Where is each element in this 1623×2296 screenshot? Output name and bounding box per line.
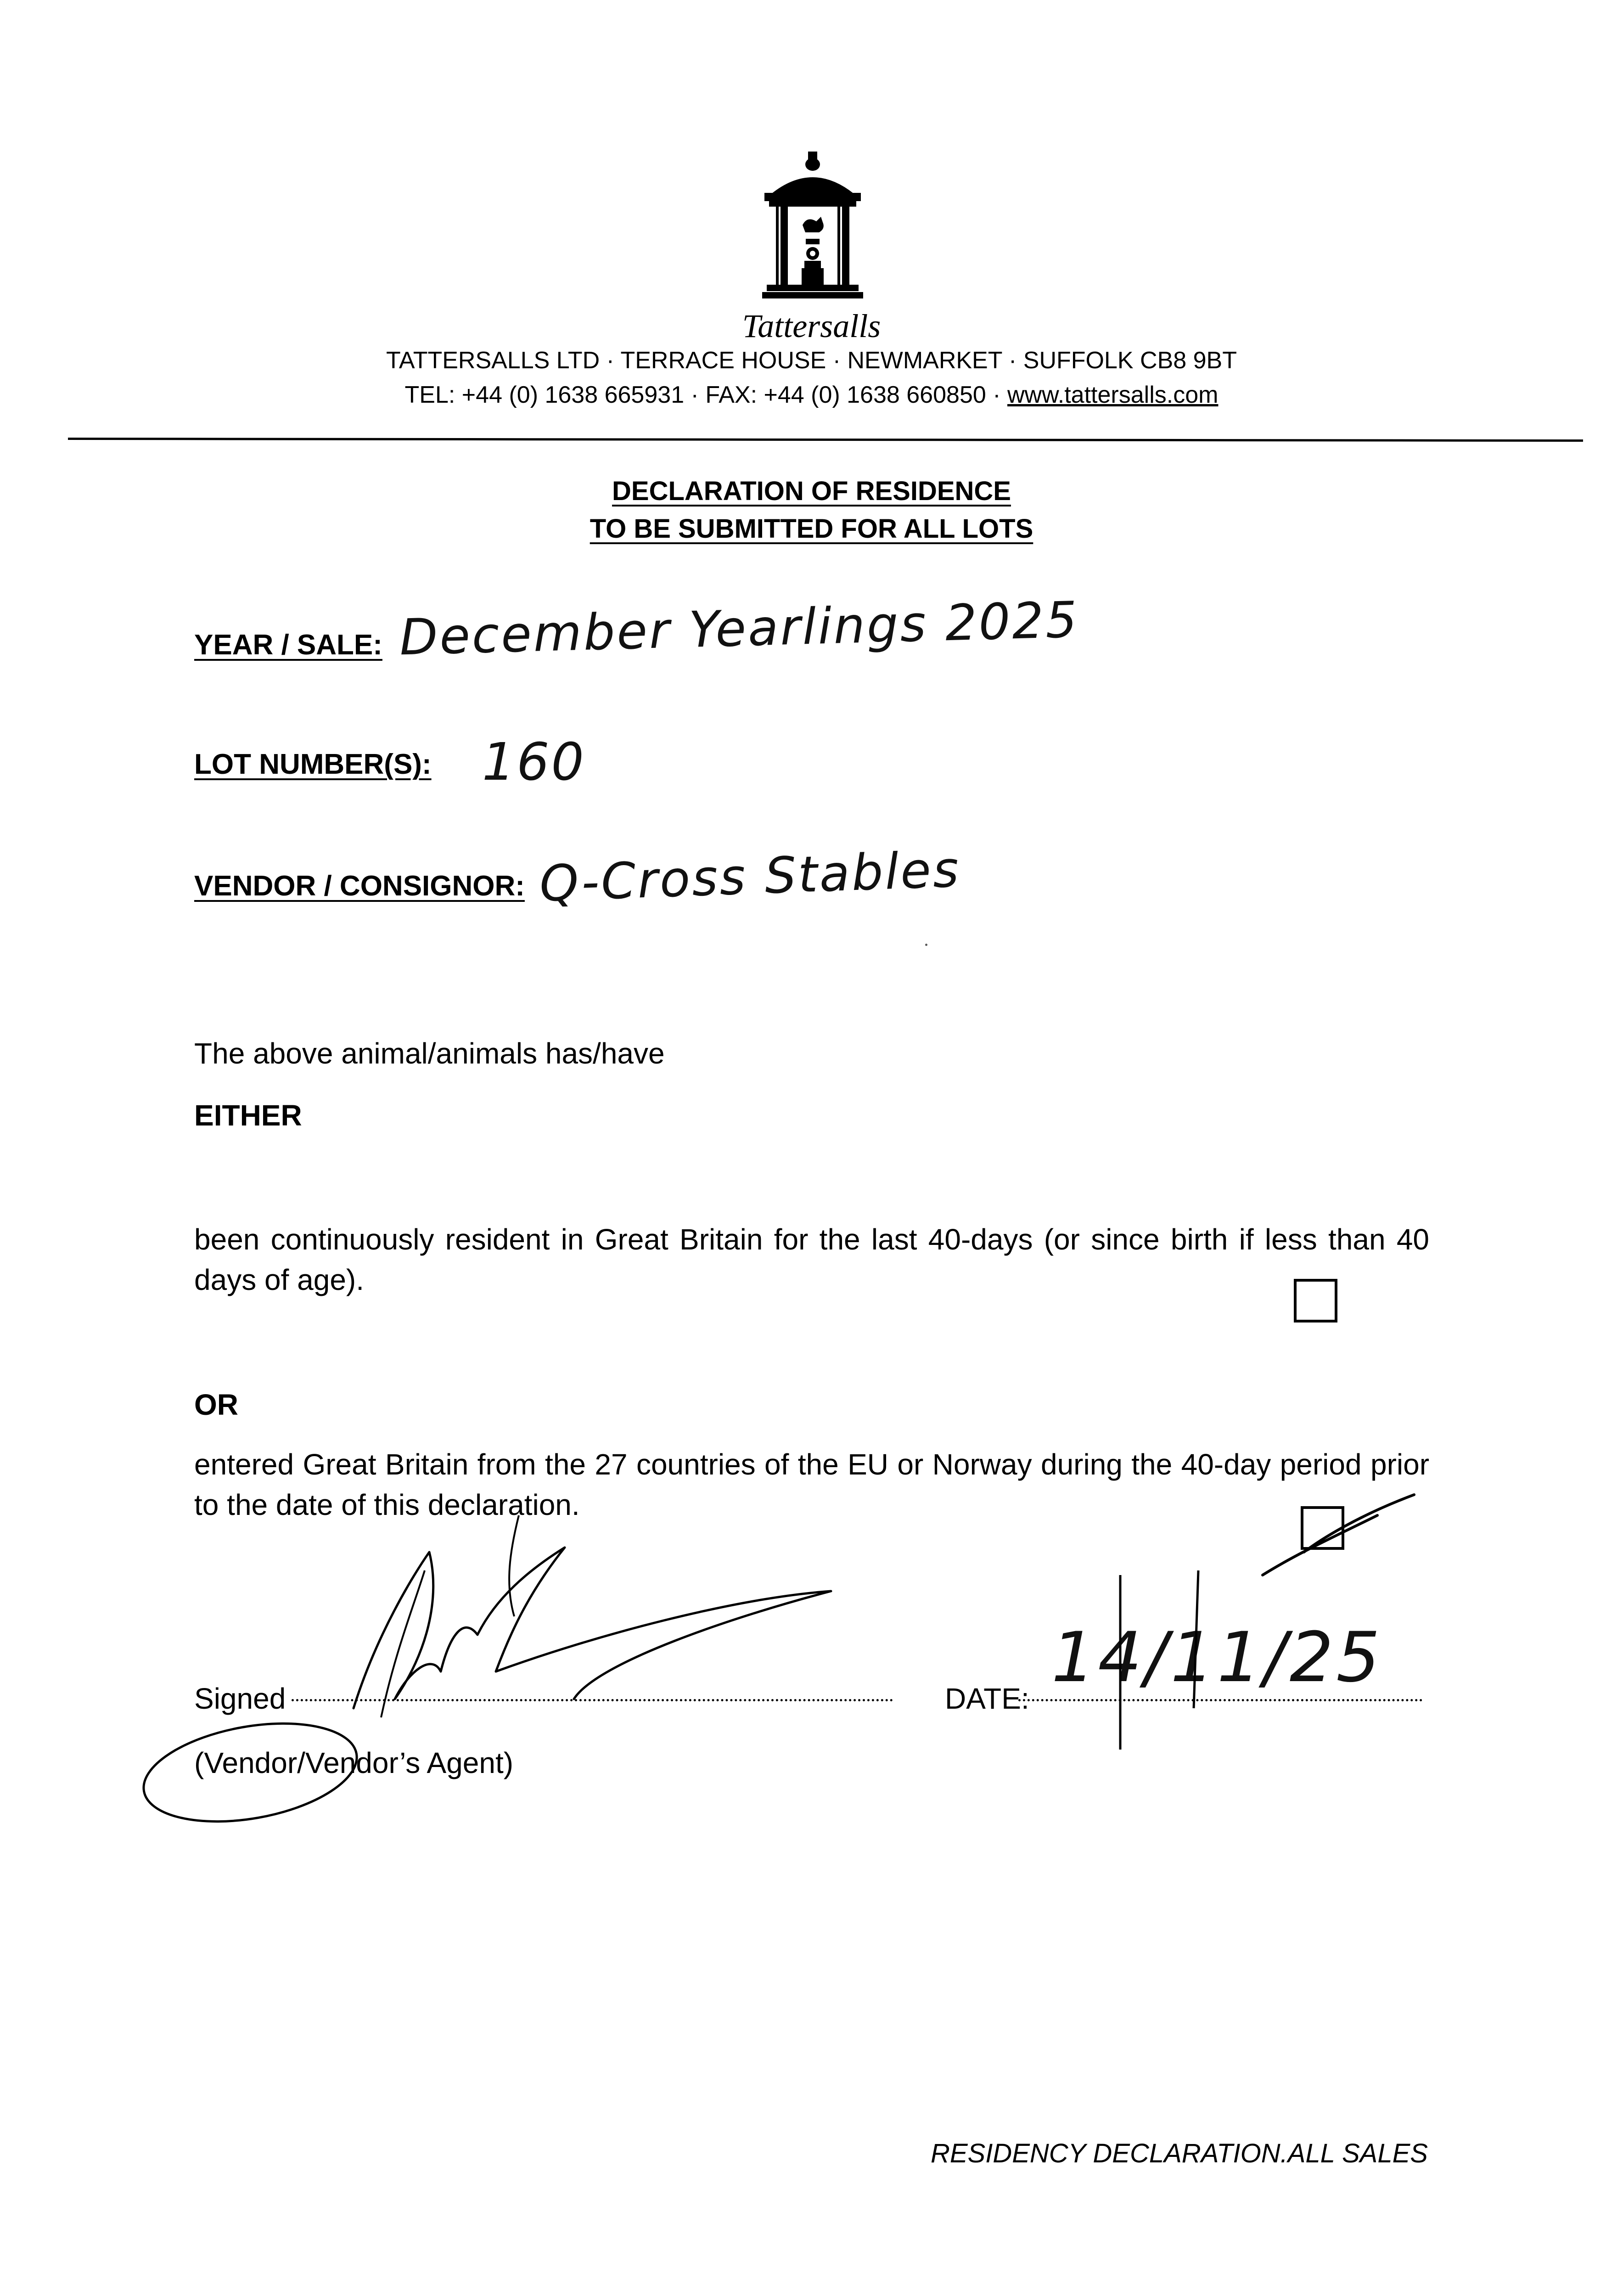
year-sale-value[interactable]: December Yearlings 2025 <box>399 591 1080 667</box>
date-value[interactable]: 14/11/25 <box>1051 1618 1383 1698</box>
website-link[interactable]: www.tattersalls.com <box>1007 382 1219 408</box>
signature-line[interactable] <box>292 1699 893 1701</box>
contact-numbers: TEL: +44 (0) 1638 665931 · FAX: +44 (0) 1638 660850 · <box>404 382 1007 408</box>
option-entered-text: entered Great Britain from the 27 countries of the EU or Norway during the 40-day period prior to the date of this declaration. <box>194 1448 1429 1521</box>
option-resident-text: been continuously resident in Great Britain for the last 40-days (or since birth if less than 40 days of age). <box>194 1223 1429 1296</box>
year-sale-label: YEAR / SALE: <box>194 629 382 661</box>
signed-label: Signed <box>194 1682 286 1715</box>
option-entered-checkbox[interactable] <box>1301 1506 1344 1550</box>
or-heading: OR <box>194 1388 238 1421</box>
signer-role-label: (Vendor/Vendor’s Agent) <box>194 1746 514 1779</box>
brand-name: Tattersalls <box>742 308 881 344</box>
company-contact <box>0 379 1623 411</box>
stray-mark <box>925 944 927 946</box>
form-footer-name: RESIDENCY DECLARATION.ALL SALES <box>930 2138 1428 2168</box>
vendor-consignor-label: VENDOR / CONSIGNOR: <box>194 870 525 902</box>
date-label: DATE: <box>945 1682 1029 1715</box>
tattersalls-rotunda-logo <box>762 152 863 308</box>
lot-numbers-label: LOT NUMBER(S): <box>194 748 432 780</box>
document-subtitle: TO BE SUBMITTED FOR ALL LOTS <box>590 514 1033 544</box>
date-line[interactable] <box>1018 1699 1422 1701</box>
vendor-consignor-value[interactable]: Q-Cross Stables <box>539 841 961 913</box>
lot-numbers-value[interactable]: 160 <box>482 732 586 792</box>
option-resident-checkbox[interactable] <box>1294 1279 1337 1322</box>
company-address: TATTERSALLS LTD · TERRACE HOUSE · NEWMARKET · SUFFOLK CB8 9BT <box>386 347 1237 374</box>
handwritten-signature <box>354 1548 831 1708</box>
declaration-intro: The above animal/animals has/have <box>194 1037 665 1070</box>
either-heading: EITHER <box>194 1099 302 1132</box>
header-divider <box>68 438 1583 442</box>
document-title: DECLARATION OF RESIDENCE <box>612 476 1011 506</box>
